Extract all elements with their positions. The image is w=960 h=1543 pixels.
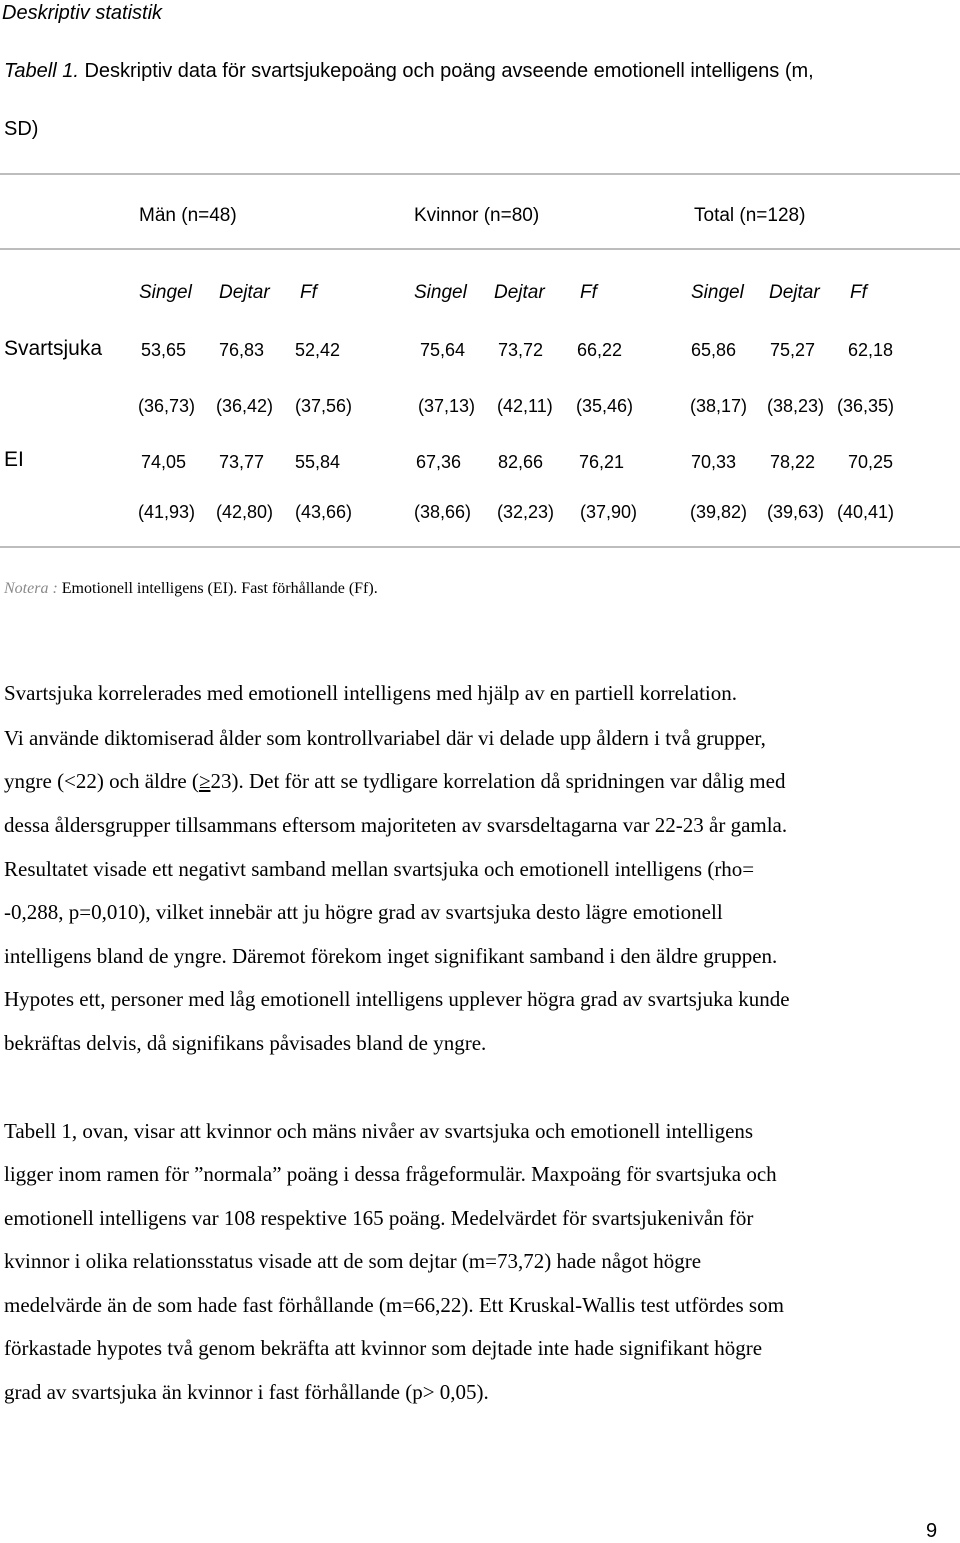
page-number: 9 bbox=[926, 1520, 938, 1542]
subheader-cell: Dejtar bbox=[219, 282, 270, 303]
table-cell-mean: 74,05 bbox=[141, 452, 187, 472]
table-cell-mean: 78,22 bbox=[770, 452, 816, 472]
table-cell-sd: (40,41) bbox=[837, 502, 895, 522]
paragraph1-line: dessa åldersgrupper tillsammans eftersom majoriteten av svarsdeltagarna var 22-23 år gamla. bbox=[4, 813, 788, 837]
table-cell-mean: 70,25 bbox=[848, 452, 894, 472]
paragraph2-line: grad av svartsjuka än kvinnor i fast förhållande (p> 0,05). bbox=[4, 1380, 489, 1404]
table-cell-mean: 75,27 bbox=[770, 340, 816, 360]
table-cell-mean: 65,86 bbox=[691, 340, 737, 360]
table-cell-sd: (32,23) bbox=[497, 502, 555, 522]
table-cell-sd: (37,56) bbox=[295, 396, 353, 416]
subheader-cell: Singel bbox=[139, 282, 192, 303]
paragraph2-line: emotionell intelligens var 108 respektive 165 poäng. Medelvärdet för svartsjukenivån för bbox=[4, 1206, 754, 1230]
subheader-cell: Ff bbox=[300, 282, 317, 303]
subheader-cell: Dejtar bbox=[769, 282, 820, 303]
caption-label: Tabell 1. bbox=[4, 60, 79, 82]
subheader-cell: Ff bbox=[850, 282, 867, 303]
table-cell-sd: (38,66) bbox=[414, 502, 472, 522]
note-label: Notera : bbox=[4, 580, 58, 597]
paragraph1-line bbox=[4, 769, 785, 794]
table-cell-sd: (39,63) bbox=[767, 502, 825, 522]
table-cell-mean: 66,22 bbox=[577, 340, 623, 360]
table-top-rule bbox=[0, 173, 960, 175]
table-cell-sd: (36,42) bbox=[216, 396, 274, 416]
paragraph2-line: ligger inom ramen för ”normala” poäng i dessa frågeformulär. Maxpoäng för svartsjuka och bbox=[4, 1162, 777, 1186]
paragraph2-line: kvinnor i olika relationsstatus visade att de som dejtar (m=73,72) hade något högre bbox=[4, 1249, 702, 1273]
table-cell-sd: (41,93) bbox=[138, 502, 196, 522]
table-cell-sd: (42,11) bbox=[497, 396, 553, 416]
greater-equal-symbol: ≥ bbox=[198, 769, 211, 793]
table-cell-sd: (37,13) bbox=[418, 396, 476, 416]
table-header-rule bbox=[0, 248, 960, 250]
table-cell-sd: (36,73) bbox=[138, 396, 196, 416]
group-header-total: Total (n=128) bbox=[694, 205, 806, 226]
table-caption bbox=[4, 60, 814, 83]
paragraph1-line: Resultatet visade ett negativt samband mellan svartsjuka och emotionell intelligens (rho= bbox=[4, 857, 755, 881]
group-header-men: Män (n=48) bbox=[139, 205, 237, 226]
subheader-cell: Singel bbox=[414, 282, 467, 303]
paragraph2-line: Tabell 1, ovan, visar att kvinnor och mäns nivåer av svartsjuka och emotionell intelligens bbox=[4, 1119, 754, 1143]
table-cell-mean: 73,72 bbox=[498, 340, 544, 360]
table-cell-mean: 76,21 bbox=[579, 452, 625, 472]
row-label-svartsjuka: Svartsjuka bbox=[4, 337, 103, 360]
table-cell-sd: (36,35) bbox=[837, 396, 895, 416]
paragraph1-line3-part2: 23). Det för att se tydligare korrelation då spridningen var dålig med bbox=[210, 769, 786, 793]
group-header-women: Kvinnor (n=80) bbox=[414, 205, 540, 226]
table-cell-mean: 62,18 bbox=[848, 340, 894, 360]
table-cell-sd: (38,17) bbox=[690, 396, 748, 416]
table-bottom-rule bbox=[0, 546, 960, 548]
table-cell-sd: (37,90) bbox=[580, 502, 638, 522]
paragraph1-line: Hypotes ett, personer med låg emotionell intelligens upplever högra grad av svartsjuka kunde bbox=[4, 987, 790, 1011]
paragraph1-line3-part1: yngre (<22) och äldre ( bbox=[4, 769, 199, 793]
table-cell-sd: (38,23) bbox=[767, 396, 825, 416]
paragraph1-line: Svartsjuka korrelerades med emotionell intelligens med hjälp av en partiell korrelation. bbox=[4, 681, 738, 705]
paragraph1-line: intelligens bland de yngre. Däremot förekom inget signifikant samband i den äldre gruppen. bbox=[4, 944, 778, 968]
row-label-ei: EI bbox=[4, 448, 24, 471]
table-cell-mean: 52,42 bbox=[295, 340, 341, 360]
note-text: Emotionell intelligens (EI). Fast förhållande (Ff). bbox=[61, 580, 378, 597]
table-cell-sd: (39,82) bbox=[690, 502, 748, 522]
table-cell-mean: 73,77 bbox=[219, 452, 265, 472]
table-cell-mean: 82,66 bbox=[498, 452, 544, 472]
paragraph1-line: bekräftas delvis, då signifikans påvisades bland de yngre. bbox=[4, 1031, 487, 1055]
caption-text-line1: Deskriptiv data för svartsjukepoäng och poäng avseende emotionell intelligens (m, bbox=[84, 60, 814, 82]
paragraph1-line: -0,288, p=0,010), vilket innebär att ju högre grad av svartsjuka desto lägre emotionell bbox=[4, 900, 723, 924]
subheader-cell: Dejtar bbox=[494, 282, 545, 303]
table-cell-mean: 55,84 bbox=[295, 452, 341, 472]
table-note bbox=[4, 580, 378, 598]
subheader-cell: Ff bbox=[580, 282, 597, 303]
table-cell-mean: 76,83 bbox=[219, 340, 265, 360]
table-cell-mean: 75,64 bbox=[420, 340, 466, 360]
paragraph2-line: förkastade hypotes två genom bekräfta att kvinnor som dejtade inte hade signifikant högre bbox=[4, 1336, 763, 1360]
caption-text-line2: SD) bbox=[4, 118, 39, 140]
table-cell-mean: 53,65 bbox=[141, 340, 187, 360]
subheader-cell: Singel bbox=[691, 282, 744, 303]
paragraph1-line: Vi använde diktomiserad ålder som kontrollvariabel där vi delade upp åldern i två grupper, bbox=[4, 726, 766, 750]
paragraph2-line: medelvärde än de som hade fast förhållande (m=66,22). Ett Kruskal-Wallis test utfördes som bbox=[4, 1293, 784, 1317]
table-cell-sd: (42,80) bbox=[216, 502, 274, 522]
table-cell-sd: (35,46) bbox=[576, 396, 634, 416]
section-heading: Deskriptiv statistik bbox=[2, 2, 163, 24]
table-cell-mean: 67,36 bbox=[416, 452, 462, 472]
table-cell-mean: 70,33 bbox=[691, 452, 737, 472]
table-cell-sd: (43,66) bbox=[295, 502, 353, 522]
